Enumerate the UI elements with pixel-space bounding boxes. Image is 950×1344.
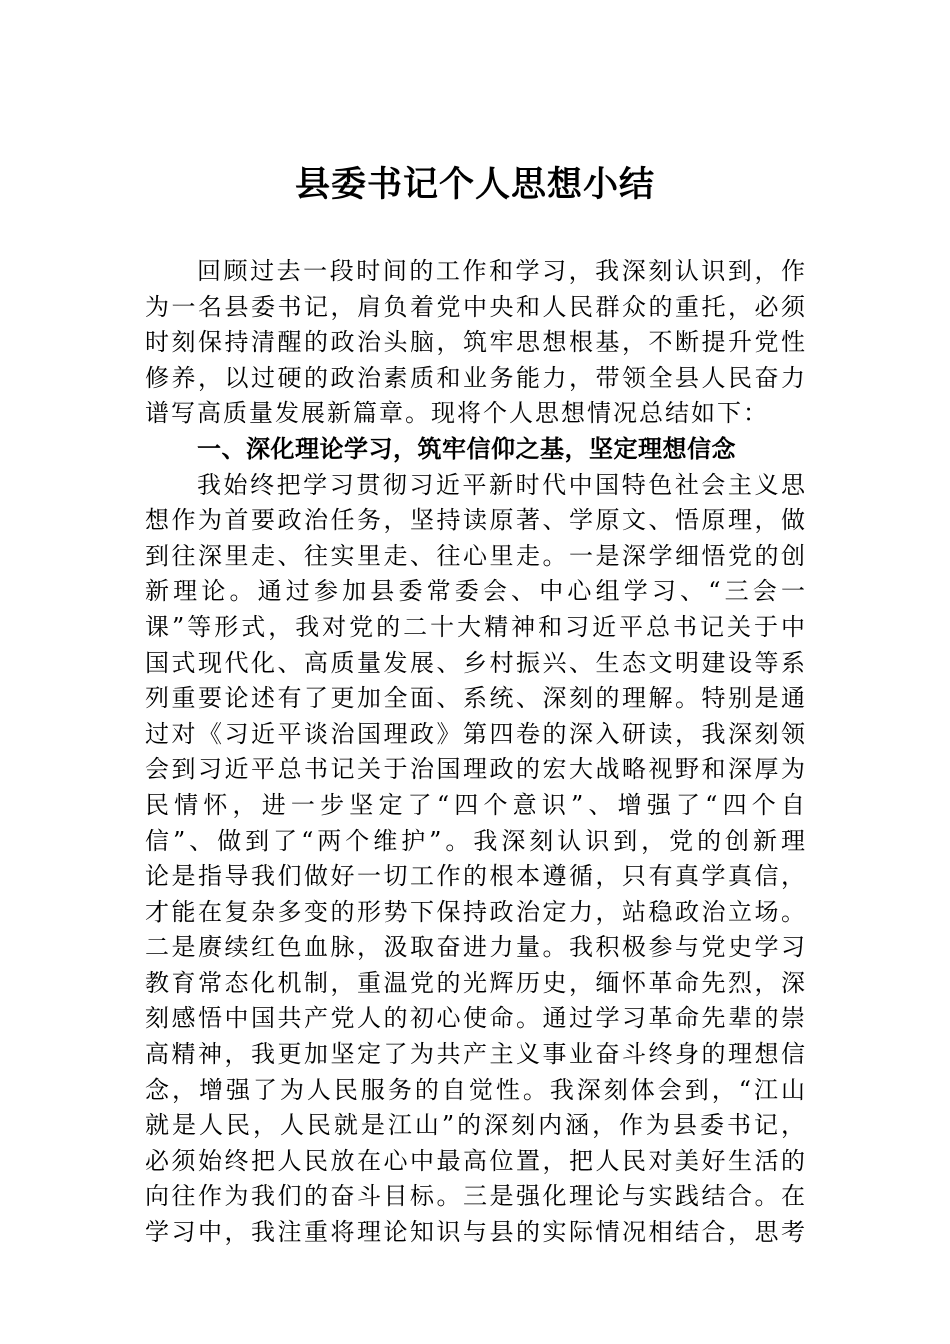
intro-paragraph bbox=[145, 254, 805, 432]
text-line: 列重要论述有了更加全面、系统、深刻的理解。特别是通 bbox=[145, 684, 805, 713]
section-paragraph bbox=[145, 468, 805, 1251]
text-line: 我始终把学习贯彻习近平新时代中国特色社会主义思 bbox=[197, 470, 805, 499]
text-line: 教育常态化机制，重温党的光辉历史，缅怀革命先烈，深 bbox=[145, 968, 805, 997]
text-line: 修养，以过硬的政治素质和业务能力，带领全县人民奋力 bbox=[145, 363, 805, 392]
text-line: 论是指导我们做好一切工作的根本遵循，只有真学真信， bbox=[145, 862, 805, 891]
text-line: 民情怀，进一步坚定了“四个意识”、增强了“四个自 bbox=[145, 790, 805, 819]
text-line: 回顾过去一段时间的工作和学习，我深刻认识到，作 bbox=[197, 257, 805, 285]
text-line: 过对《习近平谈治国理政》第四卷的深入研读，我深刻领 bbox=[145, 719, 805, 748]
text-line: 就是人民，人民就是江山”的深刻内涵，作为县委书记， bbox=[145, 1111, 805, 1140]
text-line: 必须始终把人民放在心中最高位置，把人民对美好生活的 bbox=[145, 1146, 805, 1175]
text-line: 谱写高质量发展新篇章。现将个人思想情况总结如下： bbox=[145, 399, 769, 428]
text-line: 新理论。通过参加县委常委会、中心组学习、“三会一 bbox=[145, 577, 805, 606]
document-body bbox=[145, 254, 805, 1251]
text-line: 为一名县委书记，肩负着党中央和人民群众的重托，必须 bbox=[145, 292, 805, 321]
text-line: 想作为首要政治任务，坚持读原著、学原文、悟原理，做 bbox=[145, 506, 805, 535]
text-line: 学习中，我注重将理论知识与县的实际情况相结合，思考 bbox=[145, 1218, 805, 1247]
text-line: 时刻保持清醒的政治头脑，筑牢思想根基，不断提升党性 bbox=[145, 328, 805, 357]
text-line: 到往深里走、往实里走、往心里走。一是深学细悟党的创 bbox=[145, 541, 805, 570]
text-line: 刻感悟中国共产党人的初心使命。通过学习革命先辈的崇 bbox=[145, 1004, 805, 1033]
text-line: 二是赓续红色血脉，汲取奋进力量。我积极参与党史学习 bbox=[145, 933, 805, 962]
text-line: 国式现代化、高质量发展、乡村振兴、生态文明建设等系 bbox=[145, 648, 805, 677]
section-heading: 一、深化理论学习，筑牢信仰之基，坚定理想信念 bbox=[197, 434, 736, 463]
text-line: 课”等形式，我对党的二十大精神和习近平总书记关于中 bbox=[145, 612, 805, 641]
text-line: 向往作为我们的奋斗目标。三是强化理论与实践结合。在 bbox=[145, 1182, 805, 1211]
text-line: 信”、做到了“两个维护”。我深刻认识到，党的创新理 bbox=[145, 826, 805, 855]
text-line: 会到习近平总书记关于治国理政的宏大战略视野和深厚为 bbox=[145, 755, 805, 784]
text-line: 才能在复杂多变的形势下保持政治定力，站稳政治立场。 bbox=[145, 897, 805, 926]
text-line: 高精神，我更加坚定了为共产主义事业奋斗终身的理想信 bbox=[145, 1040, 805, 1069]
text-line: 念，增强了为人民服务的自觉性。我深刻体会到，“江山 bbox=[145, 1075, 805, 1104]
document-title: 县委书记个人思想小结 bbox=[294, 164, 655, 205]
